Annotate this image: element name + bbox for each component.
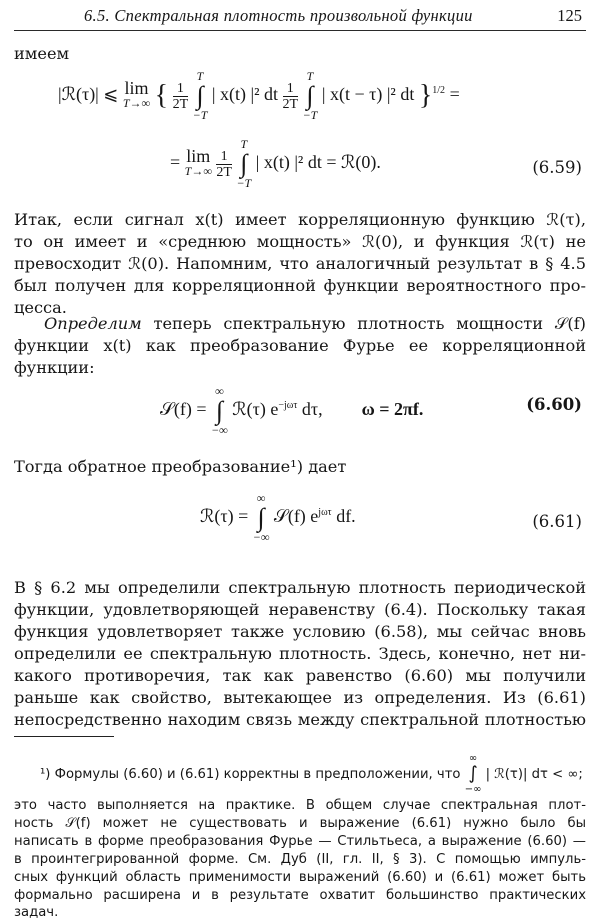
para4-line-3: функция удовлетворяет также условию (6.58), мы сейчас вновь bbox=[14, 622, 586, 641]
para1-line-2: то он имеет и «среднюю мощность» ℛ(0), и функция ℛ(τ) не bbox=[14, 232, 586, 251]
footnote-line-6: формально расширена и в результате охватит большинство практических bbox=[14, 888, 586, 903]
para1-line-3: превосходит ℛ(0). Напомним, что аналогичный результат в § 4.5 bbox=[14, 254, 586, 273]
para4-line-2: функции, удовлетворяющей неравенству (6.4). Поскольку такая bbox=[14, 600, 586, 619]
para4-line-4: определили ее спектральную плотность. Здесь, конечно, нет ни- bbox=[14, 644, 586, 663]
eq659-lim: lim T→∞ bbox=[122, 78, 151, 110]
para4-line-7: непосредственно находим связь между спектральной плотностью bbox=[14, 710, 586, 729]
para1-line-5: цесса. bbox=[14, 298, 67, 317]
footnote-last-line: задач. bbox=[14, 905, 59, 920]
eq659-integrand-1: | x(t) |² dt bbox=[211, 84, 278, 105]
para2-line-1: Определим теперь спектральную плотность мощности 𝒮(f) bbox=[44, 314, 586, 333]
eq660-omega: ω = 2πf. bbox=[361, 399, 424, 420]
para4-line-1: В § 6.2 мы определили спектральную плотность периодической bbox=[14, 578, 586, 597]
para1-line-4: был получен для корреляционной функции вероятностного про- bbox=[14, 276, 586, 295]
equation-6-59-row1 bbox=[58, 70, 460, 122]
footnote-rule bbox=[14, 736, 114, 737]
para4-line-5: какого противоречия, так как равенство (6.60) мы получили bbox=[14, 666, 586, 685]
footnote-integral: ∞ ∫ −∞ bbox=[464, 753, 482, 795]
footnote-first-line: ¹) Формулы (6.60) и (6.61) корректны в предположении, что ∞ ∫ −∞ | ℛ(τ)| dτ < ∞; bbox=[40, 753, 583, 795]
eq-number-6-59: (6.59) bbox=[532, 158, 582, 177]
eq659-power: 1/2 bbox=[432, 85, 446, 97]
section-title: 6.5. Спектральная плотность произвольной функции bbox=[84, 6, 473, 25]
para1-line-1: Итак, если сигнал x(t) имеет корреляционную функцию ℛ(τ), bbox=[14, 210, 586, 229]
para4-line-6: раньше как свойство, вытекающее из определения. Из (6.61) bbox=[14, 688, 586, 707]
eq659-frac-2: $\frac{1}{2T}$ bbox=[282, 80, 299, 112]
footnote-line-1: это часто выполняется на практике. В общем случае спектральная плот- bbox=[14, 798, 586, 813]
eq659-frac-1: $\frac{1}{2T}$ bbox=[172, 80, 189, 112]
eq-number-6-61: (6.61) bbox=[532, 512, 582, 531]
equation-6-61: ℛ(τ) = ∞ ∫ −∞ 𝒮(f) $e^{j\omega\tau}$ df. bbox=[200, 491, 356, 544]
eq659-lhs: |ℛ(τ)| ⩽ bbox=[58, 84, 123, 105]
brace-open: { bbox=[154, 80, 169, 111]
eq659-equals: = bbox=[449, 84, 460, 105]
para3: Тогда обратное преобразование¹) дает bbox=[14, 457, 347, 476]
eq-number-6-60: (6.60) bbox=[526, 395, 582, 414]
equation-6-60: 𝒮(f) = ∞ ∫ −∞ ℛ(τ) $e^{-j\omega\tau}$ dτ, ω = 2πf. bbox=[160, 384, 424, 437]
eq659-integrand-2: | x(t − τ) |² dt bbox=[321, 84, 415, 105]
emphasis-opredelim: Определим bbox=[44, 314, 142, 333]
footnote-line-4: в проинтегрированной форме. См. Дуб (II, гл. II, § 3). С помощью импуль- bbox=[14, 852, 586, 867]
intro-text: имеем bbox=[14, 44, 70, 63]
eq659-integral-2: T ∫ −T bbox=[302, 69, 318, 122]
eq659-integral-1: T ∫ −T bbox=[192, 69, 208, 122]
footnote-line-3: написать в форме преобразования Фурье — Стильтьеса, а выражение (6.60) — bbox=[14, 834, 586, 849]
page-number: 125 bbox=[557, 6, 582, 25]
para2-line-2: функции x(t) как преобразование Фурье ее корреляционной bbox=[14, 336, 586, 355]
para2-line-3: функции: bbox=[14, 358, 95, 377]
equation-6-59-row2: = lim T→∞ $\frac{1}{2T}$ T ∫ −T | x(t) |² dt = ℛ(0). bbox=[170, 137, 381, 190]
footnote-line-2: ность 𝒮(f) может не существовать и выражение (6.61) нужно было бы bbox=[14, 816, 586, 831]
brace-close: } bbox=[418, 80, 433, 111]
running-header bbox=[14, 0, 586, 31]
footnote-line-5: сных функций область применимости выражений (6.60) и (6.61) может быть bbox=[14, 870, 586, 885]
